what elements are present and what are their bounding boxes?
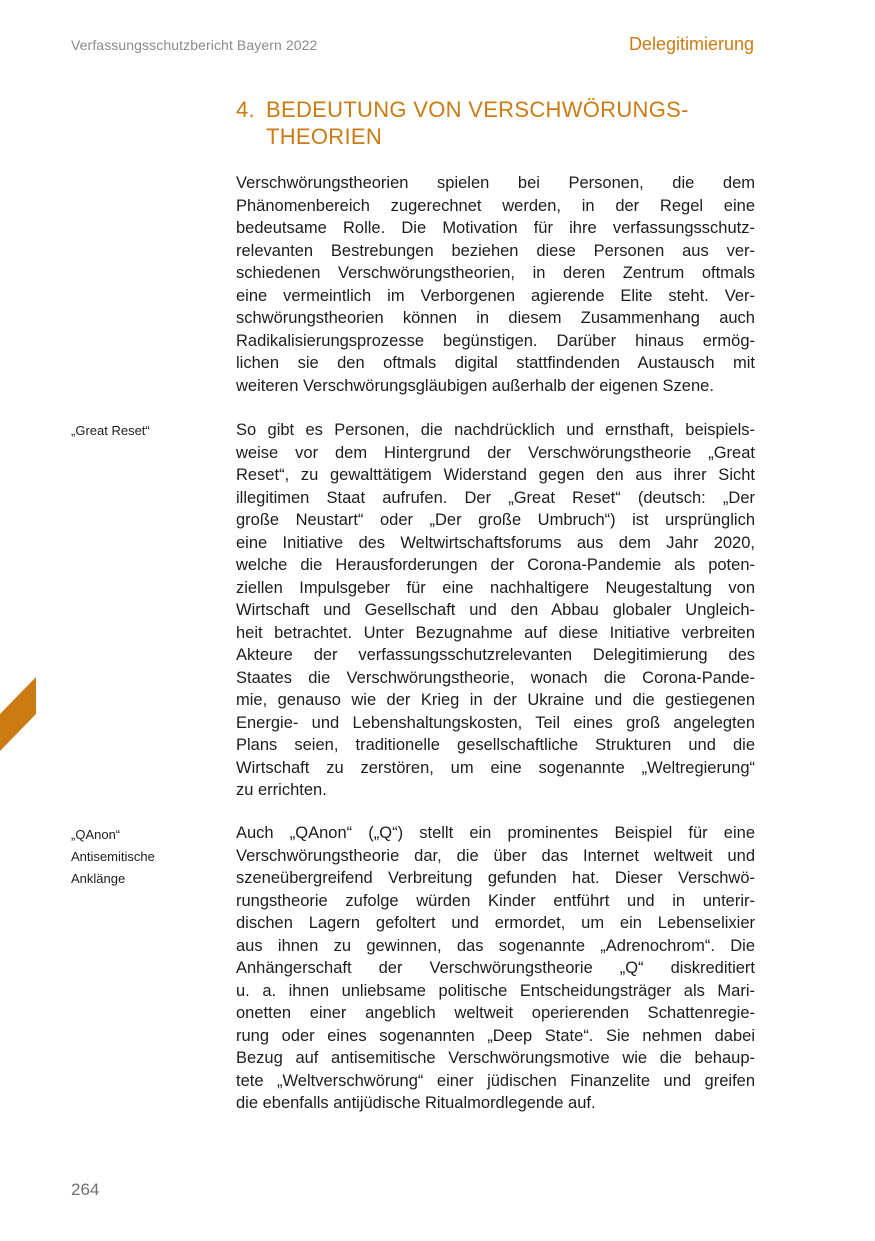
text-line: So gibt es Personen, die nachdrücklich und ernsthaft, beispiels- — [236, 421, 755, 439]
chapter-tab-shape — [0, 677, 36, 751]
text-line: große Neustart“ oder „Der große Umbruch“) ist ursprünglich — [236, 511, 755, 529]
text-line: relevanten Bestrebungen beziehen diese Personen aus ver- — [236, 241, 755, 260]
text-line: Wirtschaft zu zerstören, um eine sogenannte „Weltregierung“ — [236, 758, 755, 777]
paragraph-qanon — [236, 822, 755, 1115]
chapter-tab-marker — [0, 677, 36, 751]
chapter-heading — [236, 96, 756, 150]
margin-note-label: Antisemitische — [71, 849, 155, 864]
text-line: dischen Lagern gefoltert und ermordet, um ein Lebenselixier — [236, 914, 755, 932]
text-line: Energie- und Lebenshaltungskosten, Teil eines groß angelegten — [236, 713, 755, 732]
text-line: die ebenfalls antijüdische Ritualmordlegende auf. — [236, 1094, 596, 1112]
heading-number: 4. — [236, 97, 255, 122]
text-line: welche die Herausforderungen der Corona-Pandemie als poten- — [236, 556, 755, 574]
text-line: Auch „QAnon“ („Q“) stellt ein prominentes Beispiel für eine — [236, 824, 755, 842]
margin-note-label: Anklänge — [71, 871, 126, 886]
text-line: weise vor dem Hintergrund der Verschwörungstheorie „Great — [236, 443, 755, 462]
text-line: rung oder eines sogenannten „Deep State“. Sie nehmen dabei — [236, 1026, 755, 1045]
text-line: aus ihnen zu gewinnen, das sogenannte „Adrenochrom“. Die — [236, 936, 755, 955]
text-line: weiteren Verschwörungsgläubigen außerhalb der eigenen Szene. — [236, 376, 714, 395]
section-label: Delegitimierung — [628, 34, 754, 54]
running-header-title: Verfassungsschutzbericht Bayern 2022 — [71, 37, 318, 53]
text-line: eine vermeintlich im Verborgenen agierende Elite steht. Ver- — [236, 286, 755, 305]
margin-note-label: „QAnon“ — [71, 827, 121, 842]
text-line: ziellen Impulsgeber für eine nachhaltigere Neugestaltung von — [236, 578, 755, 597]
text-line: bedeutsame Rolle. Die Motivation für ihre verfassungsschutz- — [236, 219, 755, 237]
heading-line-1: BEDEUTUNG VON VERSCHWÖRUNGS- — [266, 97, 689, 122]
text-line: tete „Weltverschwörung“ einer jüdischen Finanzelite und greifen — [236, 1071, 755, 1090]
text-line: eine Initiative des Weltwirtschaftsforums aus dem Jahr 2020, — [236, 533, 755, 552]
margin-note-label: „Great Reset“ — [71, 423, 150, 438]
text-line: zu errichten. — [236, 781, 327, 799]
text-line: Phänomenbereich zugerechnet werden, in der Regel eine — [236, 196, 755, 215]
text-line: lichen sie den oftmals digital stattfindenden Austausch mit — [236, 354, 755, 372]
heading-line-2: THEORIEN — [266, 124, 383, 149]
text-line: heit betrachtet. Unter Bezugnahme auf diese Initiative verbreiten — [236, 623, 755, 642]
text-line: schwörungstheorien können in diesem Zusammenhang auch — [236, 309, 755, 327]
text-line: Verschwörungstheorie dar, die über das Internet weltweit und — [236, 846, 755, 865]
paragraph-great-reset — [236, 419, 755, 802]
text-line: rungstheorie zufolge würden Kinder entführt und in unterir- — [236, 891, 755, 910]
margin-note-great-reset — [71, 420, 150, 442]
text-line: Plans seien, traditionelle gesellschaftliche Strukturen und die — [236, 736, 755, 754]
text-line: Staates die Verschwörungstheorie, wonach die Corona-Pande- — [236, 668, 755, 687]
text-line: u. a. ihnen unliebsame politische Entscheidungsträger als Mari- — [236, 981, 755, 1000]
text-line: Wirtschaft und Gesellschaft und den Abbau globaler Ungleich- — [236, 601, 755, 619]
paragraph-intro — [236, 172, 755, 397]
text-line: Anhängerschaft der Verschwörungstheorie „Q“ diskreditiert — [236, 959, 755, 977]
text-line: mie, genauso wie der Krieg in der Ukraine und die gestiegenen — [236, 691, 755, 709]
text-line: Akteure der verfassungsschutzrelevanten Delegitimierung des — [236, 646, 755, 664]
text-line: Verschwörungstheorien spielen bei Personen, die dem — [236, 174, 755, 192]
text-line: Bezug auf antisemitische Verschwörungsmotive wie die behaup- — [236, 1049, 755, 1067]
text-line: szeneübergreifend Verbreitung gefunden hat. Dieser Verschwö- — [236, 869, 755, 887]
text-line: Radikalisierungsprozesse begünstigen. Darüber hinaus ermög- — [236, 331, 755, 350]
text-line: illegitimen Staat aufrufen. Der „Great Reset“ (deutsch: „Der — [236, 488, 755, 507]
text-line: schiedenen Verschwörungstheorien, in deren Zentrum oftmals — [236, 264, 755, 282]
text-line: Reset“, zu gewalttätigem Widerstand gegen den aus ihrer Sicht — [236, 466, 755, 484]
margin-note-qanon — [71, 824, 155, 890]
page-number: 264 — [71, 1180, 100, 1199]
text-line: onetten einer angeblich weltweit operierenden Schattenregie- — [236, 1004, 755, 1022]
